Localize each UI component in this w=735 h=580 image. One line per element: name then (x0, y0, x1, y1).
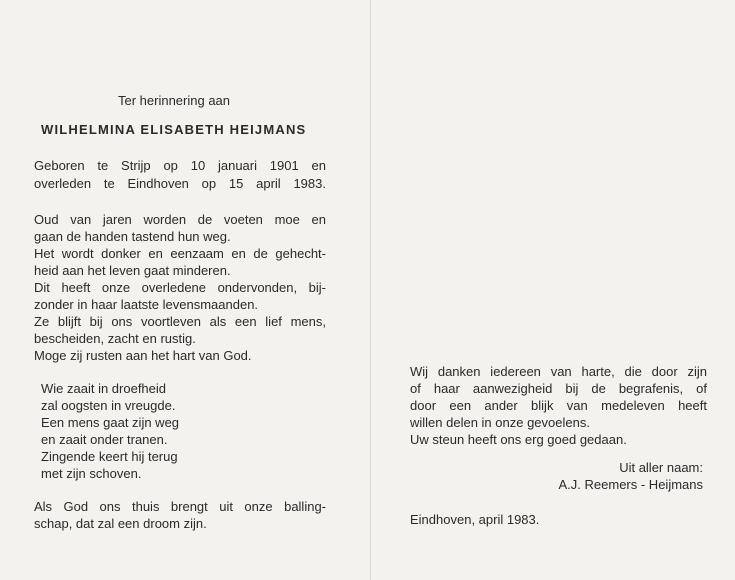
poem-line: zal oogsten in vreugde. (41, 398, 176, 413)
text-line: Het wordt donker en eenzaam en de gehecht- (34, 246, 326, 261)
text-line: zonder in haar laatste levensmaanden. (34, 297, 259, 312)
text-line: Oud van jaren worden de voeten moe en (34, 212, 326, 227)
poem-line: Een mens gaat zijn weg (41, 415, 180, 430)
poem-line: en zaait onder tranen. (41, 432, 168, 447)
thanks-line: door een ander blijk van medeleven heeft (410, 398, 707, 413)
closing-line: schap, dat zal een droom zijn. (34, 516, 207, 531)
text-line: gaan de handen tastend hun weg. (34, 229, 231, 244)
text-line: bescheiden, zacht en rustig. (34, 331, 196, 346)
signatory: A.J. Reemers - Heijmans (558, 477, 703, 492)
card-fold-line (370, 0, 371, 580)
place-date: Eindhoven, april 1983. (410, 512, 540, 527)
poem-line: met zijn schoven. (41, 466, 142, 481)
death-line: overleden te Eindhoven op 15 april 1983. (34, 176, 326, 191)
thanks-line: Uw steun heeft ons erg goed gedaan. (410, 432, 627, 447)
intro-text: Ter herinnering aan (118, 93, 231, 108)
deceased-name: WILHELMINA ELISABETH HEIJMANS (41, 122, 307, 137)
thanks-line: willen delen in onze gevoelens. (410, 415, 590, 430)
text-line: heid aan het leven gaat minderen. (34, 263, 231, 278)
poem-line: Zingende keert hij terug (41, 449, 178, 464)
thanks-line: Wij danken iedereen van harte, die door zijn (410, 364, 707, 379)
birth-line: Geboren te Strijp op 10 januari 1901 en (34, 158, 326, 173)
text-line: Moge zij rusten aan het hart van God. (34, 348, 252, 363)
text-line: Dit heeft onze overledene ondervonden, bij- (34, 280, 326, 295)
signoff: Uit aller naam: (619, 460, 703, 475)
thanks-line: of haar aanwezigheid bij de begrafenis, of (410, 381, 707, 396)
poem-line: Wie zaait in droefheid (41, 381, 167, 396)
closing-line: Als God ons thuis brengt uit onze balling- (34, 499, 326, 514)
text-line: Ze blijft bij ons voortleven als een lief mens, (34, 314, 326, 329)
